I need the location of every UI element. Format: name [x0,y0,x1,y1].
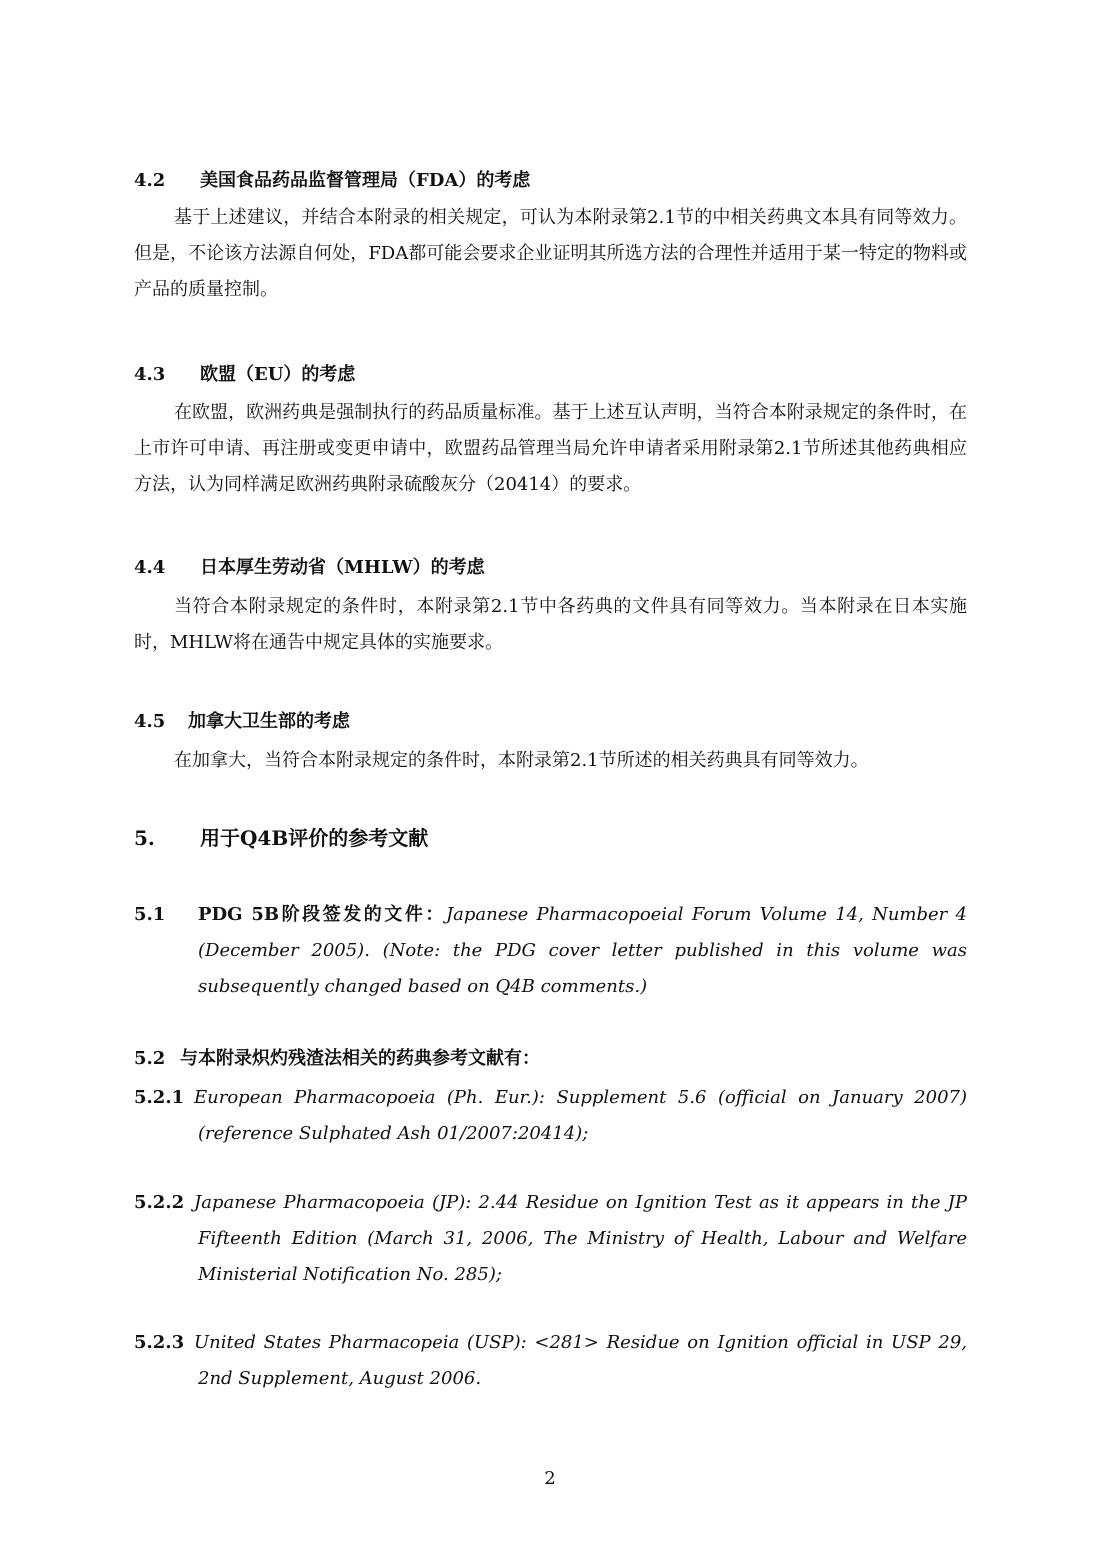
reference-number: 5.2.1 [134,1087,185,1108]
section-number: 4.5 [134,711,166,732]
page-number: 2 [544,1468,556,1489]
section-title: 用于Q4B评价的参考文献 [200,826,429,850]
section-number: 4.3 [134,364,166,385]
reference-text: Japanese Pharmacopoeial Forum Volume 14, Number 4 (December 2005). (Note: the PDG cover letter published in this volume was subsequently changed based on Q4B comments.) [198,904,967,997]
section-heading-5-2 [134,1047,540,1071]
section-number: 5. [134,826,155,850]
reference-5-1 [134,897,967,1005]
section-number: 4.2 [134,170,166,191]
section-body-4-3: 在欧盟，欧洲药典是强制执行的药品质量标准。基于上述互认声明，当符合本附录规定的条件时，在上市许可申请、再注册或变更申请中，欧盟药品管理当局允许申请者采用附录第2.1节所述其他药典相应方法，认为同样满足欧洲药典附录硫酸灰分（20414）的要求。 [134,402,967,495]
reference-5-2-1 [134,1080,967,1152]
reference-body [198,897,967,1005]
section-heading-4-5 [134,710,350,734]
section-title: 加拿大卫生部的考虑 [188,711,350,732]
section-title: 与本附录炽灼残渣法相关的药典参考文献有： [180,1048,540,1069]
reference-text: European Pharmacopoeia (Ph. Eur.): Supplement 5.6 (official on January 2007) (reference Sulphated Ash 01/2007:20414); [194,1087,967,1144]
section-body-4-5: 在加拿大，当符合本附录规定的条件时，本附录第2.1节所述的相关药典具有同等效力。 [174,750,869,771]
section-heading-5 [134,826,428,850]
reference-text: United States Pharmacopeia (USP): <281> Residue on Ignition official in USP 29, 2nd Supplement, August 2006. [194,1332,967,1389]
reference-number: 5.2.3 [134,1332,185,1353]
section-heading-4-3 [134,363,355,387]
section-heading-4-4 [134,556,485,580]
reference-number: 5.2.2 [134,1192,185,1213]
reference-5-2-3 [134,1325,967,1397]
reference-lead: PDG 5B阶段签发的文件： [198,904,446,925]
section-body-4-2: 基于上述建议，并结合本附录的相关规定，可认为本附录第2.1节的中相关药典文本具有同等效力。但是，不论该方法源自何处，FDA都可能会要求企业证明其所选方法的合理性并适用于某一特定的物料或产品的质量控制。 [134,207,967,300]
section-title: 日本厚生劳动省（MHLW）的考虑 [200,557,485,578]
reference-number: 5.1 [134,904,166,925]
section-heading-4-2 [134,169,530,193]
section-number: 4.4 [134,557,166,578]
section-number: 5.2 [134,1048,166,1069]
section-title: 欧盟（EU）的考虑 [200,364,356,385]
reference-text: Japanese Pharmacopoeia (JP): 2.44 Residue on Ignition Test as it appears in the JP Fifteenth Edition (March 31, 2006, The Ministry of Health, Labour and Welfare Ministerial Notification No. 285); [194,1192,967,1285]
section-title: 美国食品药品监督管理局（FDA）的考虑 [200,170,531,191]
reference-5-2-2 [134,1185,967,1293]
section-body-4-4: 当符合本附录规定的条件时，本附录第2.1节中各药典的文件具有同等效力。当本附录在日本实施时，MHLW将在通告中规定具体的实施要求。 [134,596,967,653]
